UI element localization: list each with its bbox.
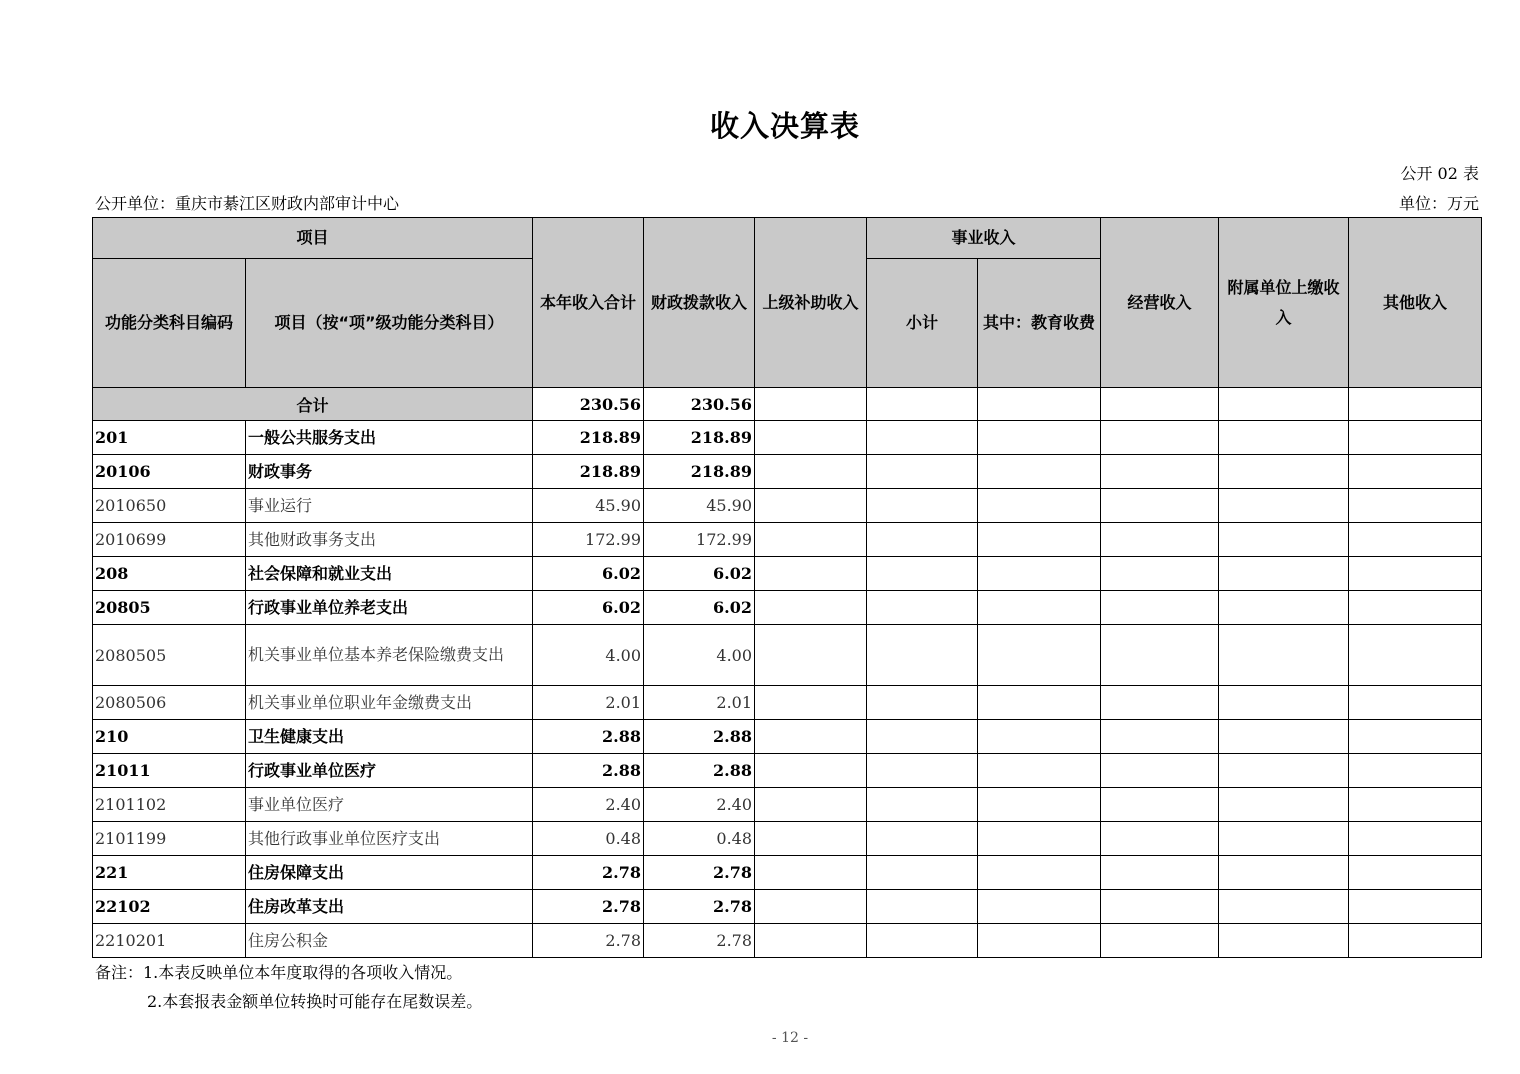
row-code: 210 — [93, 720, 246, 754]
row-total-income: 6.02 — [533, 591, 644, 625]
empty-cell — [1219, 523, 1349, 557]
empty-cell — [978, 754, 1101, 788]
empty-cell — [1349, 924, 1482, 958]
row-name: 事业运行 — [246, 489, 533, 523]
empty-cell — [1219, 557, 1349, 591]
currency-unit: 单位：万元 — [1398, 194, 1479, 213]
empty-cell — [1101, 856, 1219, 890]
row-total-income: 218.89 — [533, 421, 644, 455]
table-row — [93, 924, 1482, 958]
empty-cell — [978, 523, 1101, 557]
empty-cell — [867, 720, 978, 754]
row-total-income: 2.78 — [533, 924, 644, 958]
row-code: 20106 — [93, 455, 246, 489]
empty-cell — [755, 489, 867, 523]
empty-cell — [1101, 754, 1219, 788]
table-number: 公开 02 表 — [1400, 164, 1479, 183]
table-row — [93, 822, 1482, 856]
row-total-income: 2.78 — [533, 856, 644, 890]
empty-cell — [867, 856, 978, 890]
row-fiscal: 2.78 — [644, 924, 755, 958]
table-row — [93, 890, 1482, 924]
row-name: 行政事业单位养老支出 — [246, 591, 533, 625]
row-code: 22102 — [93, 890, 246, 924]
row-fiscal: 2.88 — [644, 754, 755, 788]
header-business-income: 事业收入 — [867, 218, 1101, 259]
row-code: 208 — [93, 557, 246, 591]
empty-cell — [867, 686, 978, 720]
row-name: 卫生健康支出 — [246, 720, 533, 754]
empty-cell — [1219, 455, 1349, 489]
empty-cell — [978, 625, 1101, 686]
header-total-income: 本年收入合计 — [533, 218, 644, 388]
row-code: 2010650 — [93, 489, 246, 523]
row-fiscal: 2.78 — [644, 890, 755, 924]
empty-cell — [1101, 388, 1219, 421]
table-row — [93, 720, 1482, 754]
row-fiscal: 45.90 — [644, 489, 755, 523]
row-total-income: 2.88 — [533, 754, 644, 788]
row-total-income: 2.40 — [533, 788, 644, 822]
table-row — [93, 856, 1482, 890]
row-fiscal: 6.02 — [644, 557, 755, 591]
page-title: 收入决算表 — [709, 109, 860, 143]
empty-cell — [1349, 388, 1482, 421]
row-name: 其他行政事业单位医疗支出 — [246, 822, 533, 856]
empty-cell — [755, 890, 867, 924]
empty-cell — [978, 856, 1101, 890]
page-number: - 12 - — [771, 1030, 809, 1046]
empty-cell — [978, 822, 1101, 856]
row-total-income: 2.01 — [533, 686, 644, 720]
row-code: 201 — [93, 421, 246, 455]
empty-cell — [1349, 856, 1482, 890]
row-name: 财政事务 — [246, 455, 533, 489]
empty-cell — [755, 455, 867, 489]
row-name: 一般公共服务支出 — [246, 421, 533, 455]
row-fiscal: 218.89 — [644, 421, 755, 455]
row-code: 21011 — [93, 754, 246, 788]
empty-cell — [1219, 388, 1349, 421]
empty-cell — [978, 720, 1101, 754]
empty-cell — [867, 557, 978, 591]
total-row — [93, 388, 1482, 421]
table-row — [93, 686, 1482, 720]
row-fiscal: 2.40 — [644, 788, 755, 822]
row-code: 20805 — [93, 591, 246, 625]
empty-cell — [978, 788, 1101, 822]
empty-cell — [1219, 686, 1349, 720]
empty-cell — [1101, 625, 1219, 686]
empty-cell — [1101, 890, 1219, 924]
row-fiscal: 2.88 — [644, 720, 755, 754]
table-row — [93, 489, 1482, 523]
row-name: 事业单位医疗 — [246, 788, 533, 822]
income-table — [92, 217, 1482, 958]
empty-cell — [978, 924, 1101, 958]
row-code: 2080506 — [93, 686, 246, 720]
note-2: 2.本套报表金额单位转换时可能存在尾数误差。 — [147, 992, 483, 1011]
empty-cell — [1219, 822, 1349, 856]
empty-cell — [755, 686, 867, 720]
empty-cell — [755, 557, 867, 591]
empty-cell — [867, 591, 978, 625]
empty-cell — [978, 421, 1101, 455]
empty-cell — [1349, 455, 1482, 489]
row-name: 住房保障支出 — [246, 856, 533, 890]
empty-cell — [755, 523, 867, 557]
row-total-income: 218.89 — [533, 455, 644, 489]
row-name: 其他财政事务支出 — [246, 523, 533, 557]
row-fiscal: 218.89 — [644, 455, 755, 489]
empty-cell — [1349, 890, 1482, 924]
empty-cell — [978, 489, 1101, 523]
row-code: 221 — [93, 856, 246, 890]
empty-cell — [978, 455, 1101, 489]
empty-cell — [978, 890, 1101, 924]
empty-cell — [1219, 754, 1349, 788]
empty-cell — [755, 788, 867, 822]
row-name: 住房改革支出 — [246, 890, 533, 924]
empty-cell — [755, 625, 867, 686]
empty-cell — [1219, 591, 1349, 625]
header-other: 其他收入 — [1349, 218, 1482, 388]
empty-cell — [1219, 720, 1349, 754]
row-total-income: 2.78 — [533, 890, 644, 924]
row-fiscal: 0.48 — [644, 822, 755, 856]
empty-cell — [867, 924, 978, 958]
row-fiscal: 172.99 — [644, 523, 755, 557]
row-code: 2080505 — [93, 625, 246, 686]
total-income-value: 230.56 — [533, 388, 644, 421]
empty-cell — [867, 822, 978, 856]
row-code: 2101199 — [93, 822, 246, 856]
table-row — [93, 754, 1482, 788]
empty-cell — [1349, 523, 1482, 557]
empty-cell — [867, 625, 978, 686]
empty-cell — [1101, 489, 1219, 523]
table-row — [93, 455, 1482, 489]
table-row — [93, 788, 1482, 822]
table-row — [93, 557, 1482, 591]
row-total-income: 2.88 — [533, 720, 644, 754]
empty-cell — [867, 388, 978, 421]
empty-cell — [1219, 856, 1349, 890]
empty-cell — [755, 754, 867, 788]
row-name: 住房公积金 — [246, 924, 533, 958]
empty-cell — [867, 421, 978, 455]
notes — [95, 958, 482, 1016]
empty-cell — [755, 591, 867, 625]
row-fiscal: 4.00 — [644, 625, 755, 686]
empty-cell — [867, 890, 978, 924]
empty-cell — [1349, 625, 1482, 686]
row-fiscal: 6.02 — [644, 591, 755, 625]
empty-cell — [1219, 625, 1349, 686]
row-total-income: 45.90 — [533, 489, 644, 523]
empty-cell — [1349, 720, 1482, 754]
empty-cell — [755, 924, 867, 958]
total-fiscal-value: 230.56 — [644, 388, 755, 421]
table-row — [93, 591, 1482, 625]
empty-cell — [1349, 489, 1482, 523]
empty-cell — [1219, 788, 1349, 822]
row-name: 行政事业单位医疗 — [246, 754, 533, 788]
empty-cell — [1219, 421, 1349, 455]
empty-cell — [1101, 822, 1219, 856]
empty-cell — [755, 856, 867, 890]
total-label: 合计 — [93, 388, 533, 421]
header-name: 项目（按“项”级功能分类科目） — [246, 259, 533, 388]
table-row — [93, 421, 1482, 455]
empty-cell — [867, 754, 978, 788]
header-fiscal: 财政拨款收入 — [644, 218, 755, 388]
row-total-income: 0.48 — [533, 822, 644, 856]
empty-cell — [1101, 591, 1219, 625]
header-superior: 上级补助收入 — [755, 218, 867, 388]
table-row — [93, 625, 1482, 686]
empty-cell — [1101, 924, 1219, 958]
empty-cell — [978, 388, 1101, 421]
row-code: 2210201 — [93, 924, 246, 958]
header-edu-fee: 其中：教育收费 — [978, 259, 1101, 388]
empty-cell — [867, 489, 978, 523]
empty-cell — [1101, 557, 1219, 591]
header-project: 项目 — [93, 218, 533, 259]
empty-cell — [1101, 720, 1219, 754]
empty-cell — [1349, 591, 1482, 625]
empty-cell — [1349, 557, 1482, 591]
row-code: 2010699 — [93, 523, 246, 557]
empty-cell — [978, 591, 1101, 625]
empty-cell — [1101, 788, 1219, 822]
empty-cell — [978, 557, 1101, 591]
row-total-income: 4.00 — [533, 625, 644, 686]
table-row — [93, 523, 1482, 557]
row-total-income: 6.02 — [533, 557, 644, 591]
empty-cell — [1219, 890, 1349, 924]
row-fiscal: 2.78 — [644, 856, 755, 890]
note-1: 备注：1.本表反映单位本年度取得的各项收入情况。 — [95, 963, 463, 982]
header-subtotal: 小计 — [867, 259, 978, 388]
empty-cell — [1349, 686, 1482, 720]
row-fiscal: 2.01 — [644, 686, 755, 720]
row-name: 机关事业单位基本养老保险缴费支出 — [246, 625, 533, 686]
empty-cell — [755, 720, 867, 754]
empty-cell — [1349, 421, 1482, 455]
empty-cell — [1349, 788, 1482, 822]
empty-cell — [867, 788, 978, 822]
row-name: 社会保障和就业支出 — [246, 557, 533, 591]
header-affiliated: 附属单位上缴收入 — [1219, 218, 1349, 388]
empty-cell — [1349, 754, 1482, 788]
empty-cell — [1101, 686, 1219, 720]
empty-cell — [1219, 924, 1349, 958]
row-code: 2101102 — [93, 788, 246, 822]
empty-cell — [1101, 523, 1219, 557]
row-total-income: 172.99 — [533, 523, 644, 557]
empty-cell — [755, 822, 867, 856]
empty-cell — [1101, 455, 1219, 489]
empty-cell — [1101, 421, 1219, 455]
row-name: 机关事业单位职业年金缴费支出 — [246, 686, 533, 720]
empty-cell — [755, 421, 867, 455]
reporting-unit: 公开单位：重庆市綦江区财政内部审计中心 — [95, 194, 400, 213]
header-operating: 经营收入 — [1101, 218, 1219, 388]
empty-cell — [1349, 822, 1482, 856]
empty-cell — [755, 388, 867, 421]
empty-cell — [867, 455, 978, 489]
empty-cell — [867, 523, 978, 557]
empty-cell — [1219, 489, 1349, 523]
header-code: 功能分类科目编码 — [93, 259, 246, 388]
empty-cell — [978, 686, 1101, 720]
